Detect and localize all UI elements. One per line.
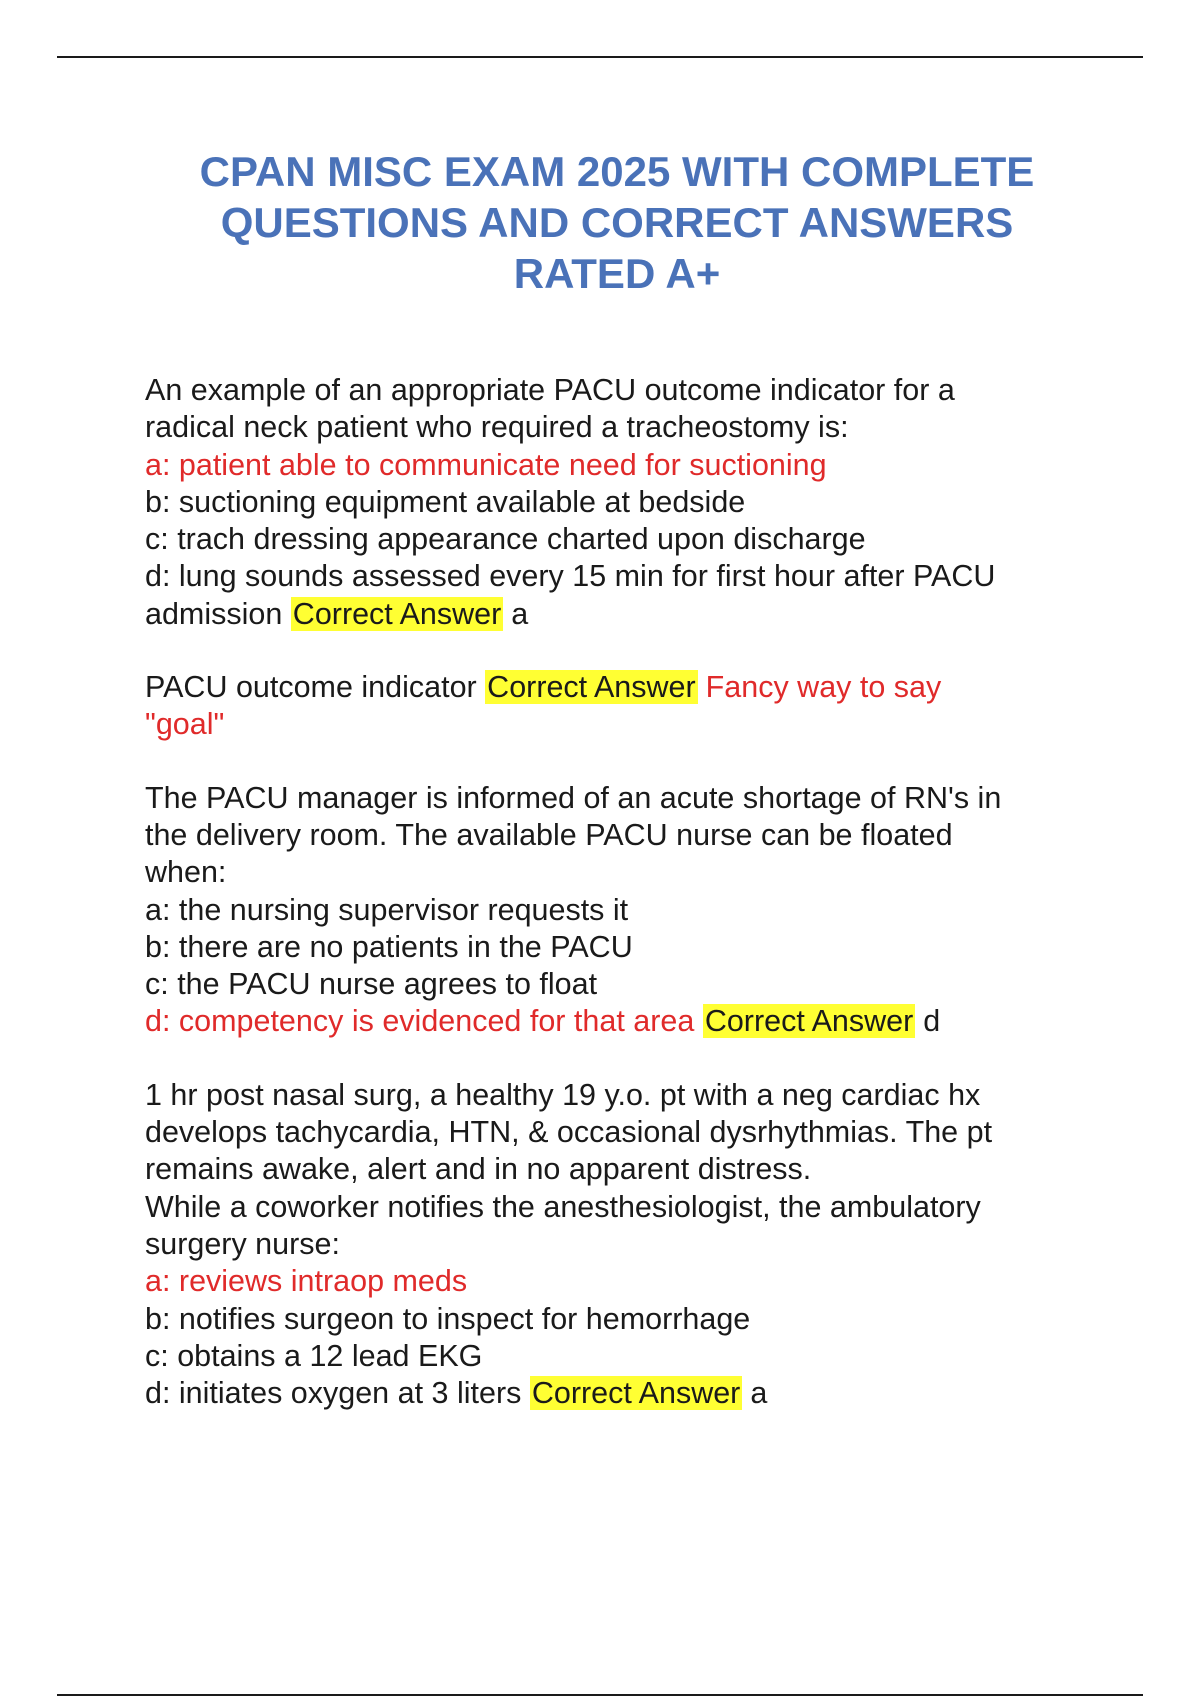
question-2-line-1 (145, 669, 1085, 706)
question-3-option-b: b: there are no patients in the PACU (145, 929, 633, 964)
question-4-stem-line-1: 1 hr post nasal surg, a healthy 19 y.o. pt with a neg cardiac hx (145, 1077, 981, 1112)
question-4-option-b: b: notifies surgeon to inspect for hemorrhage (145, 1301, 751, 1336)
question-3-option-c: c: the PACU nurse agrees to float (145, 967, 598, 1002)
question-1-option-c: c: trach dressing appearance charted upon discharge (145, 522, 866, 557)
question-4-answer: a (750, 1376, 768, 1411)
question-4-option-c: c: obtains a 12 lead EKG (145, 1338, 483, 1373)
question-4-answer-line (145, 1375, 1085, 1412)
question-1-option-d-cont: admission (145, 596, 283, 631)
question-1-answer-line (145, 596, 1085, 633)
top-rule (57, 56, 1143, 58)
bottom-rule (57, 1694, 1143, 1696)
question-3 (145, 780, 1085, 1041)
question-2 (145, 669, 1085, 744)
title-line-2: QUESTIONS AND CORRECT ANSWERS (220, 199, 1014, 246)
document-title (150, 146, 1084, 299)
question-2-term: PACU outcome indicator (145, 670, 477, 705)
correct-answer-label: Correct Answer (487, 670, 696, 705)
question-4-stem-line-4: While a coworker notifies the anesthesiologist, the ambulatory (145, 1189, 981, 1224)
question-3-answer-line (145, 1003, 1085, 1040)
question-3-option-a: a: the nursing supervisor requests it (145, 892, 629, 927)
title-line-1: CPAN MISC EXAM 2025 WITH COMPLETE (199, 148, 1035, 195)
question-4-option-d: d: initiates oxygen at 3 liters (145, 1376, 522, 1411)
question-1-option-b: b: suctioning equipment available at bedside (145, 484, 746, 519)
question-1-stem-line-2: radical neck patient who required a tracheostomy is: (145, 410, 849, 445)
question-4-option-a: a: reviews intraop meds (145, 1264, 468, 1299)
question-3-option-d: d: competency is evidenced for that area (145, 1004, 695, 1039)
question-3-stem-line-2: the delivery room. The available PACU nurse can be floated (145, 817, 953, 852)
correct-answer-label: Correct Answer (704, 1004, 914, 1039)
question-4-stem-line-2: develops tachycardia, HTN, & occasional dysrhythmias. The pt (145, 1115, 993, 1150)
question-3-stem-line-1: The PACU manager is informed of an acute shortage of RN's in (145, 780, 1002, 815)
question-4-stem-line-3: remains awake, alert and in no apparent distress. (145, 1152, 812, 1187)
question-4-stem-line-5: surgery nurse: (145, 1226, 340, 1261)
question-2-definition-part-2: "goal" (145, 707, 225, 742)
correct-answer-label: Correct Answer (292, 596, 502, 631)
question-1-stem-line-1: An example of an appropriate PACU outcome indicator for a (145, 373, 955, 407)
question-3-stem-line-3: when: (145, 855, 227, 890)
title-line-3: RATED A+ (513, 250, 721, 297)
correct-answer-label: Correct Answer (531, 1376, 741, 1411)
question-3-answer: d (923, 1004, 941, 1039)
question-4 (145, 1077, 1085, 1413)
question-list (145, 372, 1085, 1448)
question-1 (145, 372, 1085, 633)
question-1-option-d: d: lung sounds assessed every 15 min for first hour after PACU (145, 559, 996, 594)
question-2-definition-part-1: Fancy way to say (705, 670, 942, 705)
question-1-option-a: a: patient able to communicate need for suctioning (145, 447, 827, 482)
question-1-answer: a (511, 596, 529, 631)
